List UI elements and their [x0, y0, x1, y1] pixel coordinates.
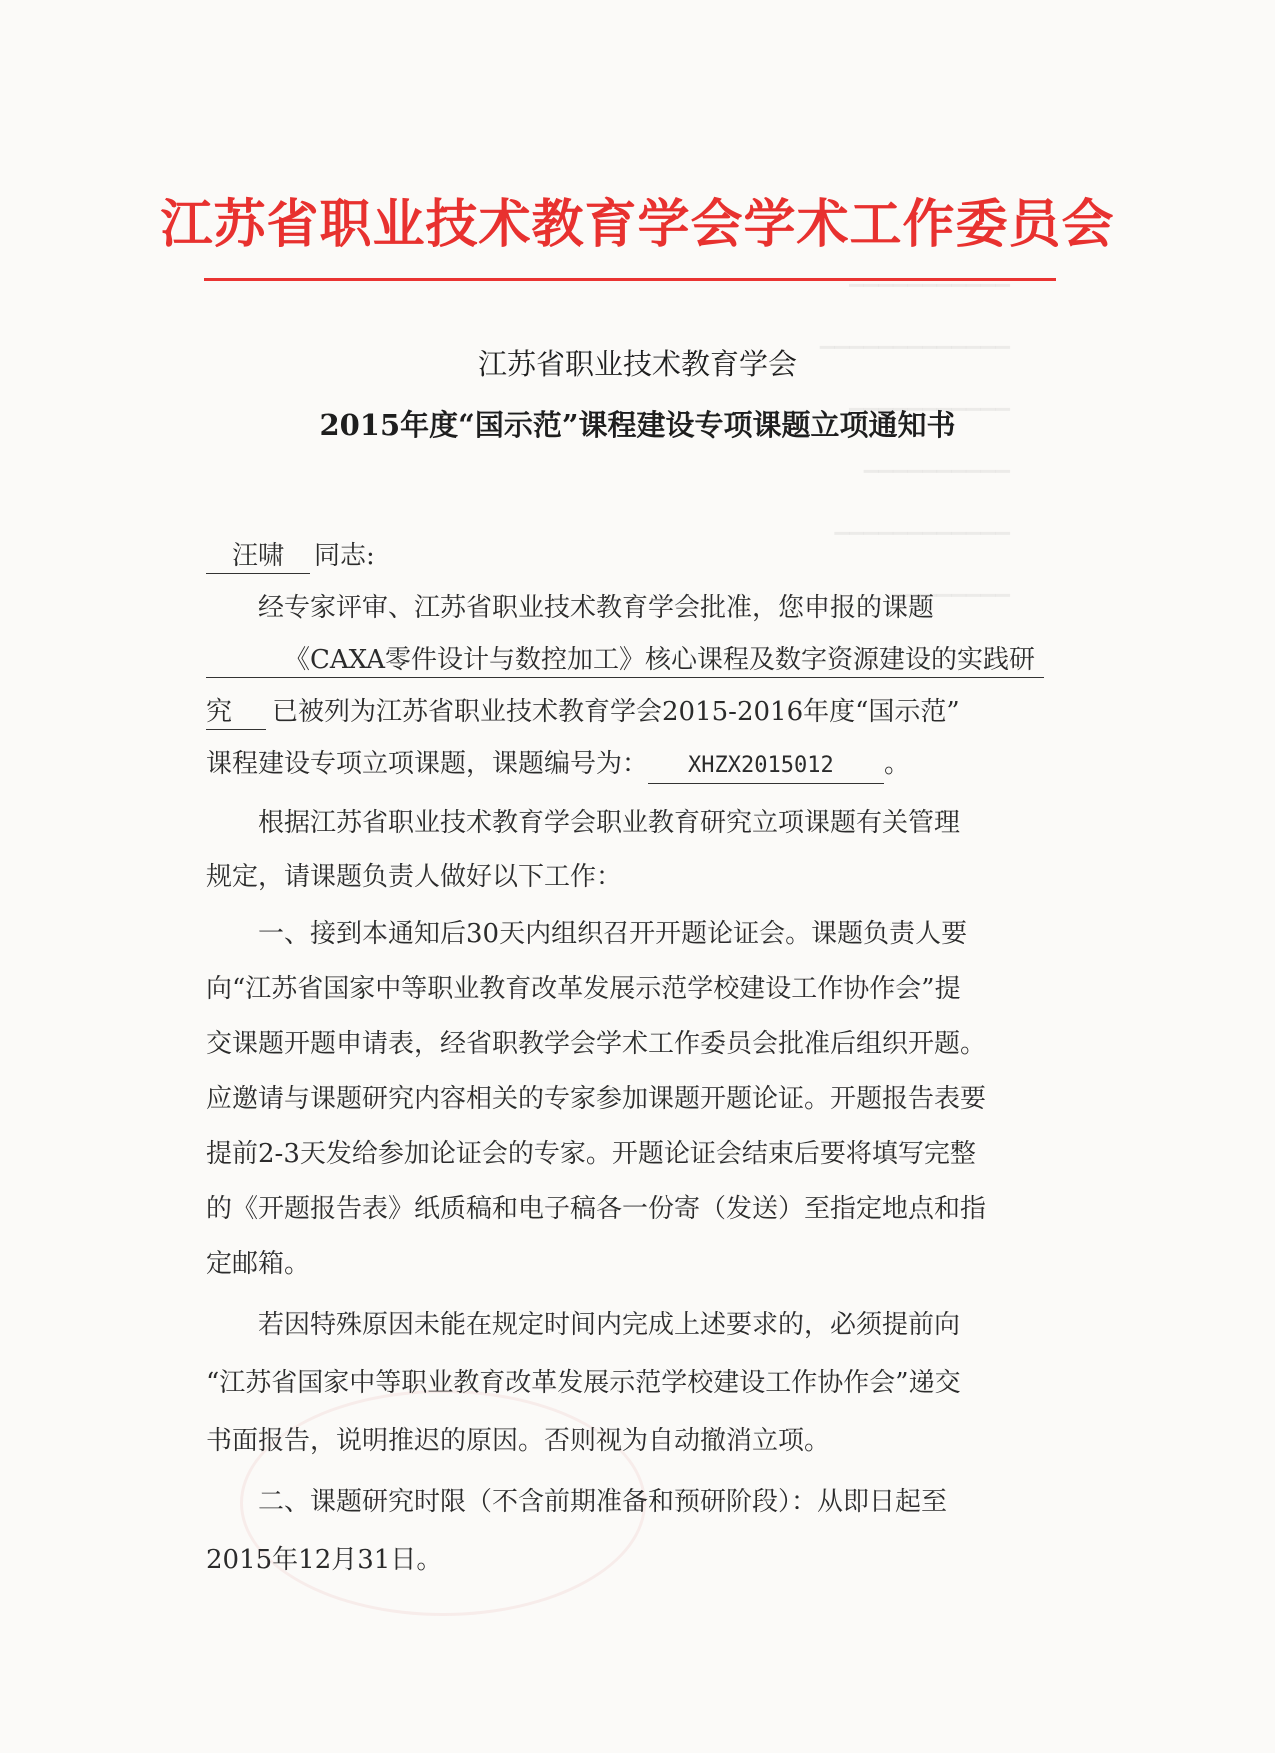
para3-line2: 向“江苏省国家中等职业教育改革发展示范学校建设工作协作会”提 [206, 974, 961, 1004]
para3-line1: 一、接到本通知后30天内组织召开开题论证会。课题负责人要 [258, 919, 968, 949]
para3-line5: 提前2-3天发给参加论证会的专家。开题论证会结束后要将填写完整 [206, 1139, 976, 1169]
project-title-line1: 《CAXA零件设计与数控加工》核心课程及数字资源建设的实践研 [206, 640, 1044, 680]
salutation-suffix: 同志: [314, 541, 375, 571]
para5-line1: 二、课题研究时限（不含前期准备和预研阶段）：从即日起至 [258, 1487, 948, 1517]
para1-line4: 课程建设专项立项课题，课题编号为： XHZX2015012 。 [206, 744, 910, 784]
para1-line1: 经专家评审、江苏省职业技术教育学会批准，您申报的课题 [258, 593, 935, 623]
letterhead-title: 江苏省职业技术教育学会学术工作委员会 [160, 195, 1115, 255]
para2-line1: 根据江苏省职业技术教育学会职业教育研究立项课题有关管理 [258, 808, 961, 838]
para5-line2: 2015年12月31日。 [206, 1545, 443, 1575]
para3-line3: 交课题开题申请表，经省职教学会学术工作委员会批准后组织开题。 [206, 1029, 987, 1059]
para3-line4: 应邀请与课题研究内容相关的专家参加课题开题论证。开题报告表要 [206, 1084, 987, 1114]
project-code: XHZX2015012 [648, 749, 884, 784]
para1-line3: 究 已被列为江苏省职业技术教育学会2015-2016年度“国示范” [206, 692, 960, 732]
para2-line2: 规定，请课题负责人做好以下工作： [206, 862, 623, 892]
para4-line2: “江苏省国家中等职业教育改革发展示范学校建设工作协作会”递交 [206, 1368, 961, 1398]
bleed-through-texture: ▁▁▁▁▁▁▁▁▁▁▁ ▁▁▁▁▁▁▁▁▁▁▁▁▁ ▁▁▁▁▁▁▁▁▁▁▁ ▁▁▁▁▁▁▁▁▁▁ ▁▁▁▁▁▁▁▁▁▁▁▁ ▁▁▁▁▁▁▁▁ [820, 265, 1010, 597]
salutation-line [206, 536, 375, 576]
para4-line3: 书面报告，说明推迟的原因。否则视为自动撤消立项。 [206, 1426, 831, 1456]
issuing-organization: 江苏省职业技术教育学会 [477, 347, 797, 381]
project-title-line2: 究 [206, 695, 266, 730]
para4-line1: 若因特殊原因未能在规定时间内完成上述要求的，必须提前向 [258, 1310, 961, 1340]
para3-line7: 定邮箱。 [206, 1249, 311, 1279]
notice-title: 2015年度“国示范”课程建设专项课题立项通知书 [319, 408, 956, 442]
recipient-name: 汪啸 [206, 539, 310, 574]
para3-line6: 的《开题报告表》纸质稿和电子稿各一份寄（发送）至指定地点和指 [206, 1194, 987, 1224]
letterhead-red-rule [204, 278, 1056, 281]
